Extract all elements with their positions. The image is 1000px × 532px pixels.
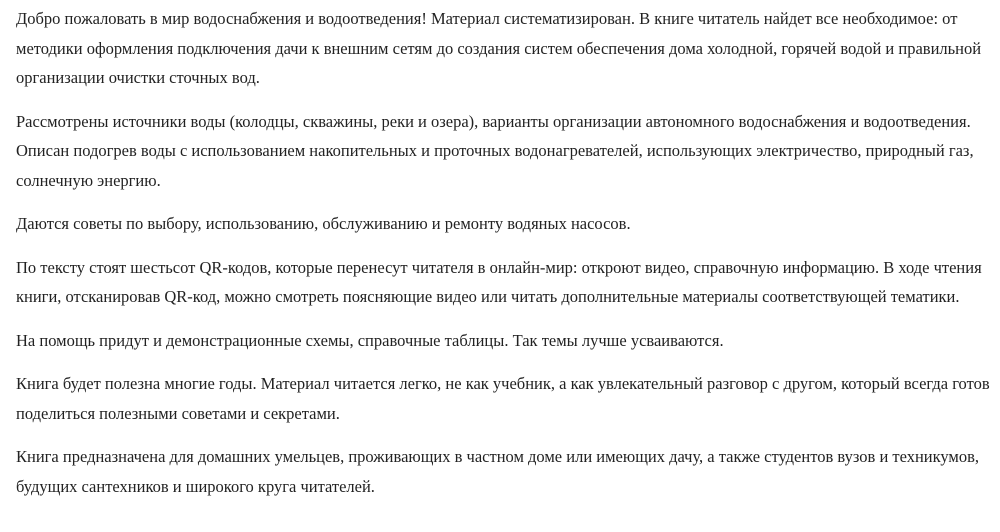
- description-paragraph-schemes: На помощь придут и демонстрационные схемы, справочные таблицы. Так темы лучше усваиваются.: [16, 330, 724, 350]
- description-paragraph-qr-codes: По тексту стоят шестьсот QR-кодов, которые перенесут читателя в онлайн-мир: откроют видео, справочную информацию. В ходе чтения книги, отсканировав QR-код, можно смотреть поясняющие видео или читать дополнительные материалы соответствующей тематики.: [16, 257, 982, 306]
- description-paragraph-audience: Книга предназначена для домашних умельцев, проживающих в частном доме или имеющих дачу, а также студентов вузов и техникумов, будущих сантехников и широкого круга читателей.: [16, 447, 980, 496]
- description-paragraph-intro: Добро пожаловать в мир водоснабжения и водоотведения! Материал систематизирован. В книге читатель найдет все необходимое: от методики оформления подключения дачи к внешним сетям до создания систем обеспечения дома холодной, горячей водой и правильной организации очистки сточных вод.: [16, 9, 982, 87]
- description-paragraph-pumps: Даются советы по выбору, использованию, обслуживанию и ремонту водяных насосов.: [16, 214, 631, 233]
- description-paragraph-usefulness: Книга будет полезна многие годы. Материал читается легко, не как учебник, а как увлекательный разговор с другом, который всегда готов поделиться полезными советами и секретами.: [16, 374, 990, 423]
- description-paragraph-water-sources: Рассмотрены источники воды (колодцы, скважины, реки и озера), варианты организации автономного водоснабжения и водоотведения. Описан подогрев воды с использованием накопительных и проточных водонагревателей, использующих электричество, природный газ, солнечную энергию.: [16, 111, 974, 190]
